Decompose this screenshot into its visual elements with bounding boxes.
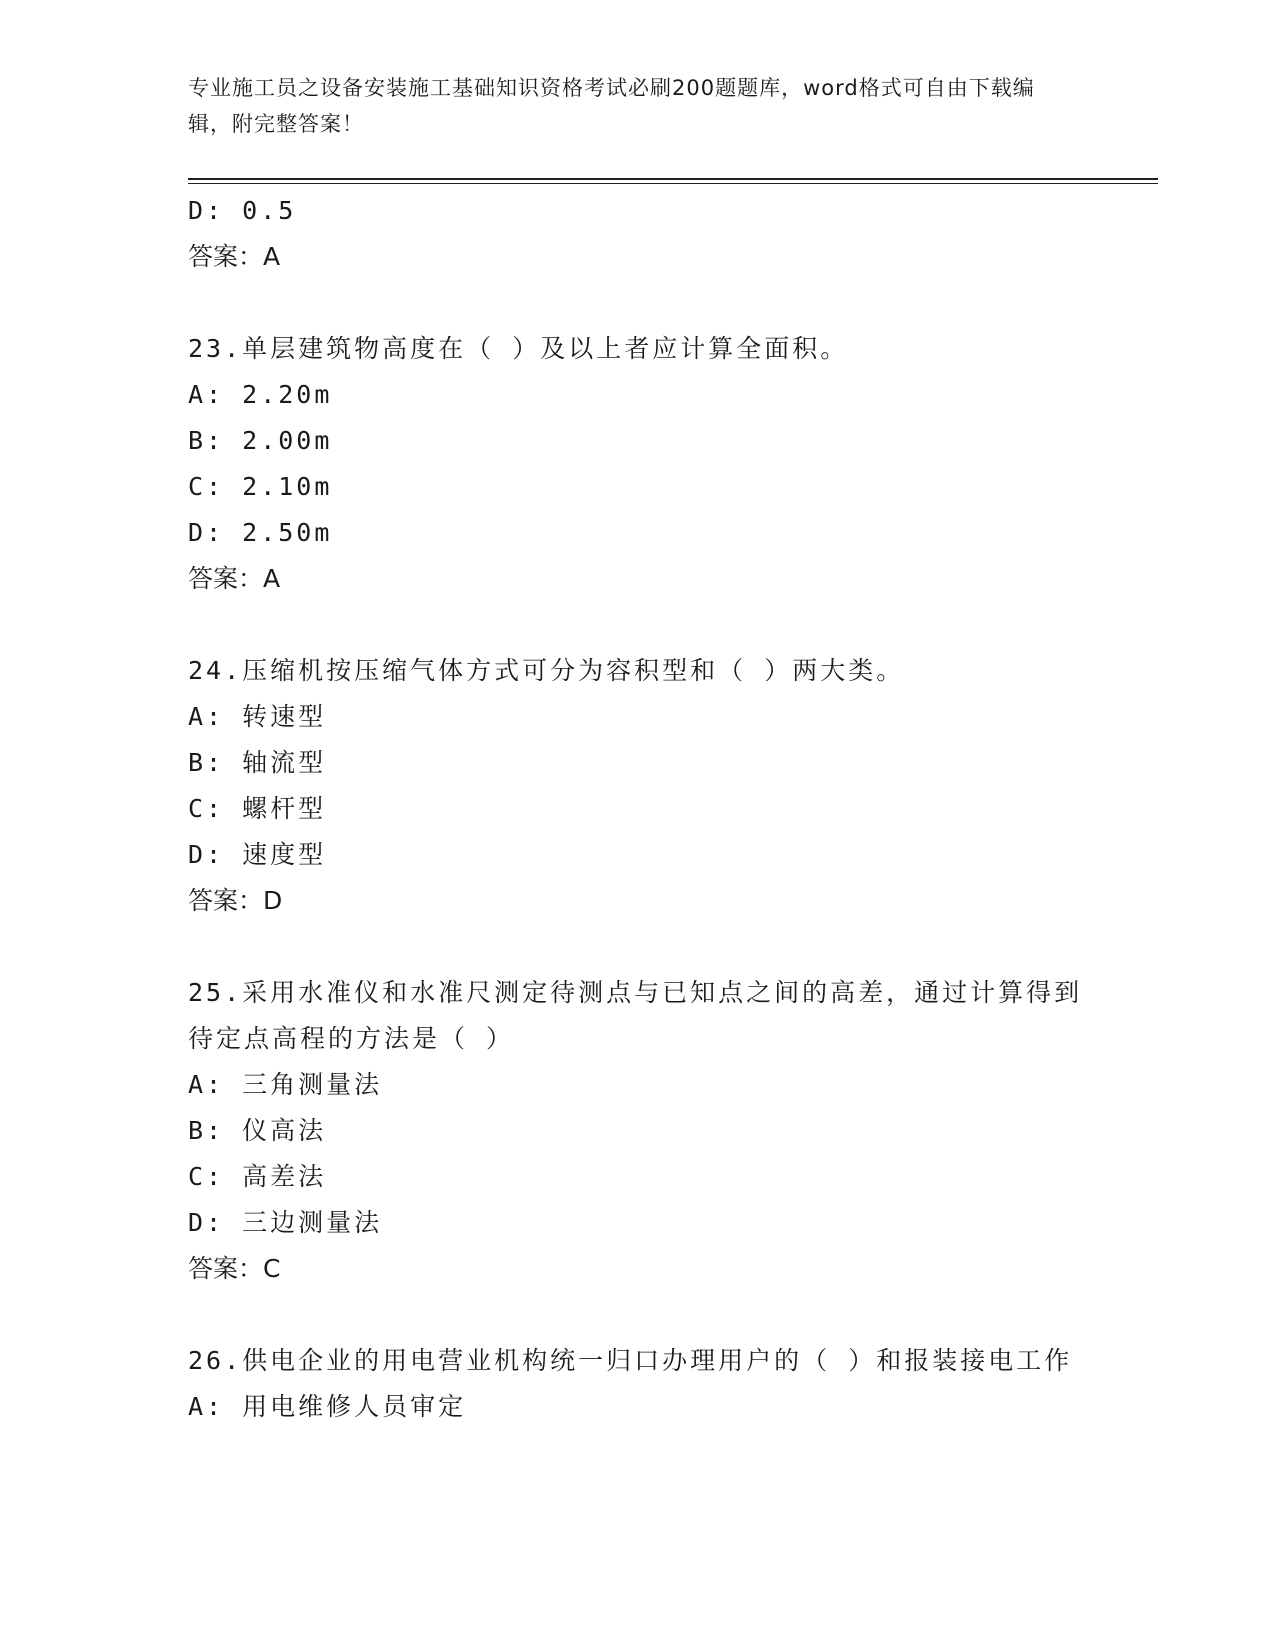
option-b: B: 仪高法: [188, 1116, 327, 1145]
option-b: B: 轴流型: [188, 748, 327, 777]
spacer: [188, 1292, 1088, 1338]
option-c: C: 螺杆型: [188, 794, 327, 823]
page-header: 专业施工员之设备安装施工基础知识资格考试必刷200题题库，word格式可自由下载编辑，附完整答案！: [188, 76, 1035, 136]
header-divider-thin: [188, 183, 1158, 184]
question-text: 23.单层建筑物高度在（ ）及以上者应计算全面积。: [188, 334, 849, 363]
question-list: [188, 188, 1088, 1430]
spacer: [188, 280, 1088, 326]
question-26: [188, 1338, 1088, 1430]
option-d: D: 2.50m: [188, 518, 333, 547]
answer: 答案：D: [188, 886, 283, 915]
spacer: [188, 924, 1088, 970]
spacer: [188, 602, 1088, 648]
option-d: D: 速度型: [188, 840, 327, 869]
option-a: A: 2.20m: [188, 380, 333, 409]
question-24: [188, 648, 1088, 924]
option-b: B: 2.00m: [188, 426, 333, 455]
option-d: D: 三边测量法: [188, 1208, 383, 1237]
option-d: D: 0.5: [188, 196, 297, 225]
option-a: A: 三角测量法: [188, 1070, 383, 1099]
answer: 答案：C: [188, 1254, 281, 1283]
option-c: C: 高差法: [188, 1162, 327, 1191]
header-divider-thick: [188, 178, 1158, 180]
answer: 答案：A: [188, 242, 281, 271]
question-text: 25.采用水准仪和水准尺测定待测点与已知点之间的高差，通过计算得到待定点高程的方法是（ ）: [188, 978, 1083, 1053]
question-text: 24.压缩机按压缩气体方式可分为容积型和（ ）两大类。: [188, 656, 905, 685]
option-a: A: 用电维修人员审定: [188, 1392, 467, 1421]
answer: 答案：A: [188, 564, 281, 593]
question-25: [188, 970, 1088, 1292]
option-a: A: 转速型: [188, 702, 327, 731]
option-c: C: 2.10m: [188, 472, 333, 501]
question-23: [188, 326, 1088, 602]
question-text: 26.供电企业的用电营业机构统一归口办理用户的（ ）和报装接电工作: [188, 1346, 1073, 1375]
